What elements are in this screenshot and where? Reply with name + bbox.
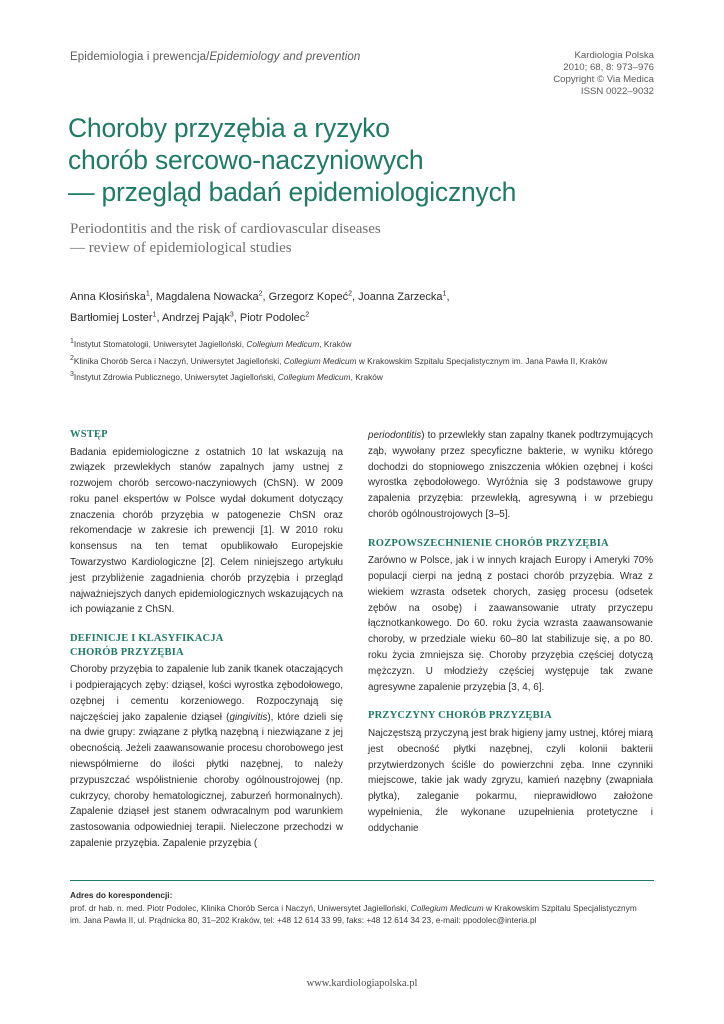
affiliation-text: , Kraków xyxy=(319,339,352,349)
affiliation-number: 3 xyxy=(70,371,74,379)
author-affiliation-mark: 1 xyxy=(145,290,150,298)
journal-volume: 2010; 68, 8: 973–976 xyxy=(563,62,654,73)
affiliation-italic: Collegium Medicum xyxy=(277,372,351,382)
affiliations xyxy=(70,336,607,386)
affiliation-text: Instytut Stomatologii, Uniwersytet Jagielloński, xyxy=(73,339,247,349)
author-separator: , xyxy=(352,291,359,303)
author-name: Joanna Zarzecka xyxy=(358,291,443,303)
article-title xyxy=(68,112,668,208)
author-name: Grzegorz Kopeć xyxy=(268,291,349,303)
correspondence-divider xyxy=(70,880,654,881)
affiliation-item xyxy=(70,353,607,370)
correspondence-text: prof. dr hab. n. med. Piotr Podolec, Klinika Chorób Serca i Naczyń, Uniwersytet Jagielloński, xyxy=(70,902,411,913)
section-body-wstep: Badania epidemiologiczne z ostatnich 10 lat wskazują na związek przewlekłych stanów zapalnych jamy ustnej z rozwojem chorób sercowo-naczyniowych (ChSN). W 2009 roku panel ekspertów w Polsce wydał dokument dotyczący znaczenia chorób przyzębia w patogenezie ChSN oraz rekomendacje w zakresie ich prewencji [1]. W 2010 roku konsensus na ten temat opublikowało Europejskie Towarzystwo Kardiologiczne [2]. Celem niniejszego artykułu jest przybliżenie zagadnienia chorób przyzębia i przegląd najważniejszych danych epidemiologicznych wskazujących na ich powiązanie z ChSN. xyxy=(70,446,343,616)
title-line: — przegląd badań epidemiologicznych xyxy=(68,177,517,207)
section-body-przyczyny: Najczęstszą przyczyną jest brak higieny jamy ustnej, której miarą jest obecność płytki nazębnej, czyli kolonii bakterii przytwierdzonych ściśle do powierzchni zęba. Inne czynniki miejscowe, takie jak wady zgryzu, kamień nazębny (zwapniała płytka), zaleganie pokarmu, nieprawidłowo założone wypełnienia, źle wykonane uzupełnienia protetyczne i oddychanie xyxy=(368,727,653,834)
author-affiliation-mark: 1 xyxy=(152,311,157,319)
author-separator: , xyxy=(233,312,240,324)
body-italic: gingivitis xyxy=(229,711,268,723)
left-column xyxy=(70,428,343,852)
author-line xyxy=(70,308,450,329)
author-name: Magdalena Nowacka xyxy=(155,291,259,303)
subtitle-line: — review of epidemiological studies xyxy=(70,240,292,256)
title-line: chorób sercowo-naczyniowych xyxy=(68,145,424,175)
journal-copyright: Copyright © Via Medica xyxy=(553,74,654,85)
affiliation-italic: Collegium Medicum xyxy=(283,355,357,366)
section-body-definicje-cont xyxy=(368,428,653,523)
author-separator: , xyxy=(262,291,269,303)
author-name: Piotr Podolec xyxy=(239,312,306,324)
correspondence-label: Adres do korespondencji: xyxy=(70,890,173,900)
body-text: ) to przewlekły stan zapalny tkanek podtrzymujących ząb, wywołany przez specyficzne bakterie, w wyniku którego dochodzi do stopniowego zniszczenia włókien ozębnej i kości wyrostka zębodołowego. Wyróżnia się 3 podstawowe grupy zapalenia przyzębia: przewlekłą, agresywną i w przebiegu chorób ogólnoustrojowych [3–5]. xyxy=(368,430,653,520)
author-affiliation-mark: 2 xyxy=(348,290,353,298)
body-italic: periodontitis xyxy=(368,430,422,441)
affiliation-italic: Collegium Medicum xyxy=(246,339,320,349)
journal-issn: ISSN 0022–9032 xyxy=(580,86,654,97)
author-affiliation-mark: 3 xyxy=(229,311,234,319)
section-heading-wstep: WSTĘP xyxy=(70,429,108,440)
journal-info xyxy=(553,50,654,98)
author-affiliation-mark: 1 xyxy=(442,290,447,298)
correspondence-line xyxy=(70,902,637,915)
section-heading-definicje xyxy=(70,632,343,659)
affiliation-text: w Krakowskim Szpitalu Specjalistycznym im. Jana Pawła II, Kraków xyxy=(356,355,608,366)
title-line: Choroby przyzębia a ryzyko xyxy=(68,113,390,143)
body-text: ), które dzieli się na dwie grupy: związane z płytką nazębną i niezwiązane z jej obecnością. Jeżeli zaawansowanie procesu chorobowego jest niewspółmierne do ilości płytki nazębnej, to należy przypuszczać współistnienie choroby ogólnoustrojowej (np. cukrzycy, choroby hematologicznej, zaburzeń hormonalnych). Zapalenie dziąseł jest stanem odwracalnym pod warunkiem zastosowania odpowiedniej terapii. Nieleczone przechodzi w zapalenie przyzębia. Zapalenie przyzębia ( xyxy=(70,711,343,850)
author-name: Bartłomiej Loster xyxy=(70,312,153,324)
footer-url[interactable]: www.kardiologiapolska.pl xyxy=(306,978,418,989)
section-label-en: Epidemiology and prevention xyxy=(209,51,361,63)
heading-line: DEFINICJE I KLASYFIKACJA xyxy=(70,633,224,645)
affiliation-text: , Kraków xyxy=(350,372,383,382)
heading-line: CHORÓB PRZYZĘBIA xyxy=(70,646,184,658)
author-separator: , xyxy=(149,291,156,303)
author-line xyxy=(70,287,450,308)
journal-name: Kardiologia Polska xyxy=(574,50,654,61)
affiliation-item xyxy=(70,336,607,353)
author-affiliation-mark: 2 xyxy=(305,311,310,319)
author-name: Anna Kłosińska xyxy=(70,291,146,303)
section-heading-rozpowszechnienie: ROZPOWSZECHNIENIE CHORÓB PRZYZĘBIA xyxy=(368,537,609,549)
right-column xyxy=(368,428,653,837)
correspondence-line: im. Jana Pawła II, ul. Prądnicka 80, 31–202 Kraków, tel: +48 12 614 33 99, faks: +48 12 614 34 23, e-mail: ppodolec@interia.pl xyxy=(70,915,537,925)
subtitle-line: Periodontitis and the risk of cardiovascular diseases xyxy=(70,221,381,237)
article-subtitle xyxy=(70,220,381,258)
correspondence-italic: Collegium Medicum xyxy=(410,902,484,913)
correspondence-text: w Krakowskim Szpitalu Specjalistycznym xyxy=(483,902,637,913)
section-heading-przyczyny: PRZYCZYNY CHORÓB PRZYZĘBIA xyxy=(368,710,552,722)
affiliation-text: Klinika Chorób Serca i Naczyń, Uniwersytet Jagielloński, xyxy=(73,355,284,366)
author-list xyxy=(70,287,450,329)
section-label xyxy=(70,51,360,63)
author-name: Andrzej Pająk xyxy=(161,312,230,324)
section-body-rozpowszechnienie: Zarówno w Polsce, jak i w innych krajach Europy i Ameryki 70% populacji cierpi na jedną z postaci chorób przyzębia. Wraz z wiekiem wzrasta odsetek chorych, zasięg procesu (odsetek zębów na osobę) i zaawansowanie utraty przyczepu łącznotkankowego. Do 60. roku życia wzrasta zaawansowanie choroby, w przedziale wieku 60–80 lat stabilizuje się, a po 80. roku życia zmniejsza się. Choroby przyzębia częściej dotyczą mężczyzn. U młodzieży częściej występuje tak zwane agresywne zapalenie przyzębia [3, 4, 6]. xyxy=(368,555,653,693)
correspondence xyxy=(70,889,637,927)
affiliation-item xyxy=(70,369,607,386)
author-separator: , xyxy=(446,291,450,303)
author-affiliation-mark: 2 xyxy=(258,290,263,298)
section-label-pl: Epidemiologia i prewencja/ xyxy=(70,51,210,63)
body-text: Choroby przyzębia to zapalenie lub zanik tkanek otaczających i podpierających zęby: dziąseł, kości wyrostka zębodołowego, ozębnej i cementu korzeniowego. Rozpoczynają się najczęściej jako zapalenie dziąseł ( xyxy=(70,664,343,723)
affiliation-text: Instytut Zdrowia Publicznego, Uniwersytet Jagielloński, xyxy=(73,372,278,382)
author-separator: , xyxy=(156,312,162,324)
affiliation-number: 2 xyxy=(70,354,74,362)
section-body-definicje xyxy=(70,662,343,852)
affiliation-number: 1 xyxy=(70,338,74,346)
